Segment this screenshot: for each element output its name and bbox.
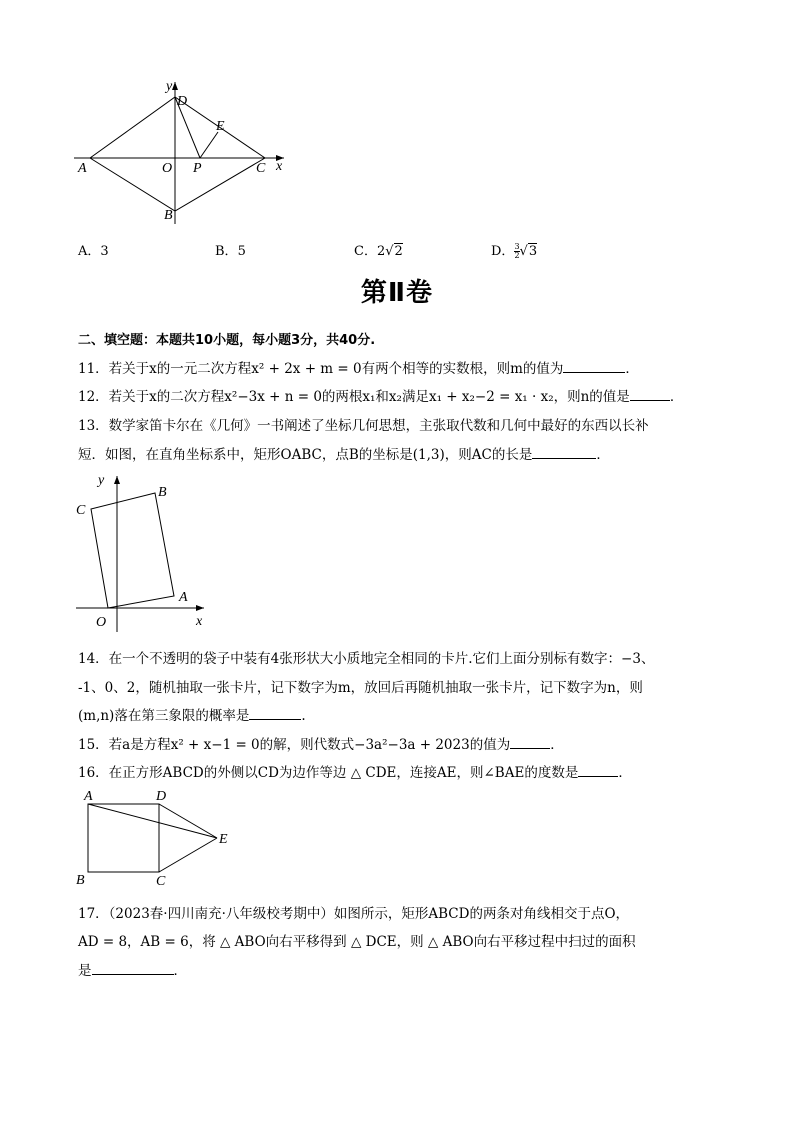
question-14-line2: -1、0、2，随机抽取一张卡片，记下数字为m，放回后再随机抽取一张卡片，记下数字为n，则: [78, 680, 643, 696]
question-15: 15．若a是方程x² + x−1 = 0的解，则代数式−3a²−3a + 2023的值为 ．: [78, 733, 564, 753]
answer-blank-12[interactable]: [630, 386, 670, 401]
label-o: O: [162, 161, 173, 176]
question-13-line2: 短．如图，在直角坐标系中，矩形OABC，点B的坐标是(1,3)，则AC的长是 ．: [78, 443, 610, 463]
y-axis-arrow: [114, 476, 120, 484]
label-a: A: [179, 590, 188, 605]
label-d: D: [177, 94, 188, 109]
label-b: B: [158, 485, 167, 500]
label-c: C: [76, 503, 86, 518]
figure-square-triangle: [72, 786, 242, 890]
sqrt-sign: √: [519, 244, 528, 259]
segment-pe: [200, 132, 218, 158]
fraction: $\frac{3}{2}$: [514, 242, 520, 260]
question-13-line1: 13．数学家笛卡尔在《几何》一书阐述了坐标几何思想，主张取代数和几何中最好的东西以长补: [78, 418, 649, 434]
answer-blank-14[interactable]: [249, 705, 301, 720]
answer-blank-17[interactable]: [92, 960, 174, 975]
square-abcd: [88, 804, 159, 872]
segment-ce: [159, 838, 217, 872]
label-d: D: [156, 789, 167, 804]
rectangle-oabc: [91, 493, 174, 608]
label-e: E: [219, 832, 228, 847]
section-title: 第Ⅱ卷: [360, 278, 434, 308]
label-y: y: [98, 473, 105, 488]
choice-c[interactable]: C．2√2: [354, 244, 403, 259]
answer-choices: [78, 240, 718, 260]
figure-rhombus: [72, 76, 292, 226]
question-17-line2: AD = 8，AB = 6，将 △ ABO向右平移得到 △ DCE，则 △ ABO向右平移过程中扫过的面积: [78, 934, 636, 950]
segment-ae: [88, 804, 217, 838]
question-16: 16．在正方形ABCD的外侧以CD为边作等边 △ CDE，连接AE，则∠BAE的度数是 ．: [78, 761, 632, 781]
question-14-line3: (m,n)落在第三象限的概率是 .: [78, 704, 306, 724]
label-p: P: [193, 161, 202, 176]
label-o: O: [96, 615, 107, 630]
figure-rectangle-svg: [72, 470, 212, 635]
figure-rectangle: [72, 470, 212, 635]
x-axis-arrow: [196, 605, 204, 611]
answer-blank-15[interactable]: [510, 734, 550, 749]
label-x: x: [276, 159, 283, 174]
label-y: y: [166, 79, 173, 94]
answer-blank-16[interactable]: [578, 762, 618, 777]
label-a: A: [78, 161, 87, 176]
segment-de: [159, 804, 217, 838]
choice-a[interactable]: A．3: [78, 244, 109, 259]
label-b: B: [76, 873, 85, 888]
answer-blank-13[interactable]: [532, 444, 596, 459]
label-c: C: [156, 874, 166, 889]
y-axis-arrow: [172, 82, 178, 90]
choice-b[interactable]: B．5: [215, 244, 246, 259]
answer-blank-11[interactable]: [563, 358, 625, 373]
rhombus-abcd: [90, 97, 265, 211]
label-a: A: [84, 789, 93, 804]
question-14-line1: 14．在一个不透明的袋子中装有4张形状大小质地完全相同的卡片.它们上面分别标有数字：−3、: [78, 651, 655, 667]
figure-rhombus-svg: [72, 76, 292, 226]
question-17-line1: 17．（2023春·四川南充·八年级校考期中）如图所示，矩形ABCD的两条对角线相交于点O，: [78, 906, 630, 922]
question-17-line3: 是 ．: [78, 959, 187, 979]
section-header: 二、填空题：本题共10小题，每小题3分，共40分.: [78, 333, 376, 348]
label-b: B: [164, 208, 173, 223]
choice-d[interactable]: D． $\frac{3}{2}$ √3: [491, 242, 538, 260]
label-x: x: [196, 614, 203, 629]
label-e: E: [216, 119, 225, 134]
sqrt-sign: √: [385, 244, 394, 259]
question-12: 12．若关于x的二次方程x²−3x + n = 0的两根x₁和x₂满足x₁ + x₂−2 = x₁ · x₂，则n的值是 ．: [78, 385, 683, 405]
label-c: C: [256, 161, 266, 176]
figure-square-triangle-svg: [72, 786, 242, 890]
question-11: 11．若关于x的一元二次方程x² + 2x + m = 0有两个相等的实数根，则m的值为 ．: [78, 357, 639, 377]
